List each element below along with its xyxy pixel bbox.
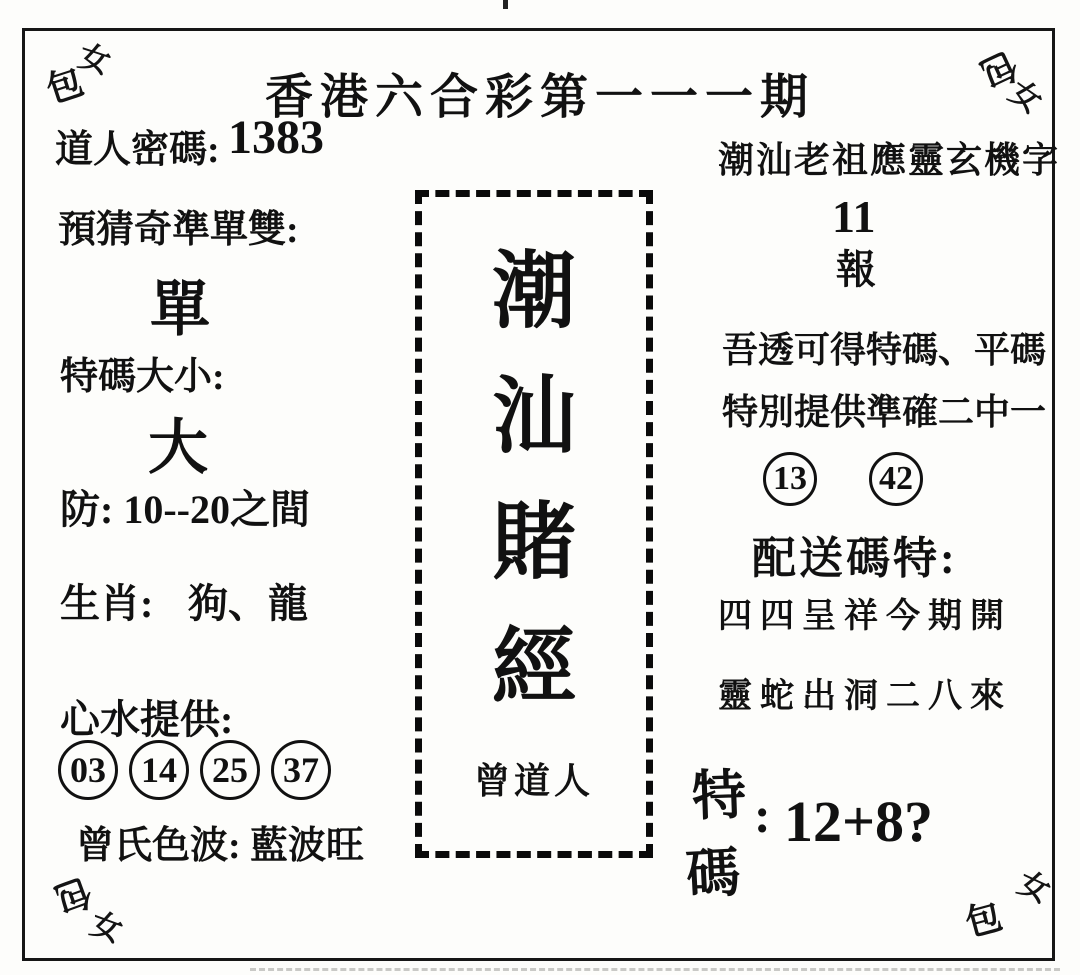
zodiac-label: 生肖: xyxy=(60,581,154,626)
center-masthead-box xyxy=(415,190,653,858)
pair-number-ball: 42 xyxy=(869,452,923,506)
special-colon: : xyxy=(754,787,771,843)
guard-range-text: 防: 10--20之間 xyxy=(60,487,310,532)
color-wave-label: 曾氏色波: xyxy=(76,825,241,867)
seal-nv-icon: 女 xyxy=(1003,73,1049,121)
masthead-char: 經 xyxy=(491,622,576,715)
seal-bao-icon: 包 xyxy=(49,870,97,921)
scan-artifact-tick xyxy=(503,0,508,9)
seal-bao-icon: 包 xyxy=(961,895,1007,944)
special-label-bottom: 碼 xyxy=(684,842,742,906)
seal-bao-icon: 包 xyxy=(41,61,89,111)
size-value: 大 xyxy=(148,415,208,481)
tip-number-ball: 25 xyxy=(200,740,260,800)
seal-nv-icon: 女 xyxy=(1012,864,1056,910)
tips-label: 心水提供: xyxy=(60,697,234,742)
pair-number-ball: 13 xyxy=(763,452,817,506)
color-wave-value: 藍波旺 xyxy=(250,825,365,867)
password-value: 1383 xyxy=(228,111,324,164)
promise-line-2: 特別提供準確二中一 xyxy=(722,392,1047,432)
author-signature: 曾道人 xyxy=(473,760,594,801)
tip-number-ball: 14 xyxy=(129,740,189,800)
oracle-number: 11 xyxy=(832,191,876,242)
scan-artifact-dashes xyxy=(250,968,1060,971)
masthead-char: 賭 xyxy=(491,496,576,590)
promise-line-1: 吾透可得特碼、平碼 xyxy=(722,330,1047,370)
seal-nv-icon: 女 xyxy=(85,905,128,950)
tip-number-ball: 03 xyxy=(58,740,118,800)
zodiac-value: 狗、龍 xyxy=(188,581,308,626)
masthead-char: 潮 xyxy=(491,245,576,339)
oracle-header: 潮汕老祖應靈玄機字 xyxy=(718,140,1061,180)
seal-nv-icon: 女 xyxy=(74,37,115,81)
tips-numbers-row xyxy=(58,740,331,800)
odd-even-label: 預猜奇準單雙: xyxy=(58,209,299,251)
password-label: 道人密碼: xyxy=(55,129,220,171)
page-title: 香港六合彩第一一一期 xyxy=(264,71,815,124)
oracle-char: 報 xyxy=(836,247,876,292)
pair-numbers-row xyxy=(763,452,923,506)
special-label-top: 特 xyxy=(690,765,748,827)
verse-line-2: 靈蛇出洞二八來 xyxy=(718,678,1012,715)
odd-even-value: 單 xyxy=(150,277,210,343)
masthead-char: 汕 xyxy=(491,371,576,464)
tip-number-ball: 37 xyxy=(271,740,331,800)
special-value: 12+8? xyxy=(784,789,934,854)
seal-bao-icon: 包 xyxy=(974,43,1024,95)
verse-line-1: 四四呈祥今期開 xyxy=(718,598,1012,635)
size-label: 特碼大小: xyxy=(60,356,225,398)
bonus-label: 配送碼特: xyxy=(752,534,958,583)
